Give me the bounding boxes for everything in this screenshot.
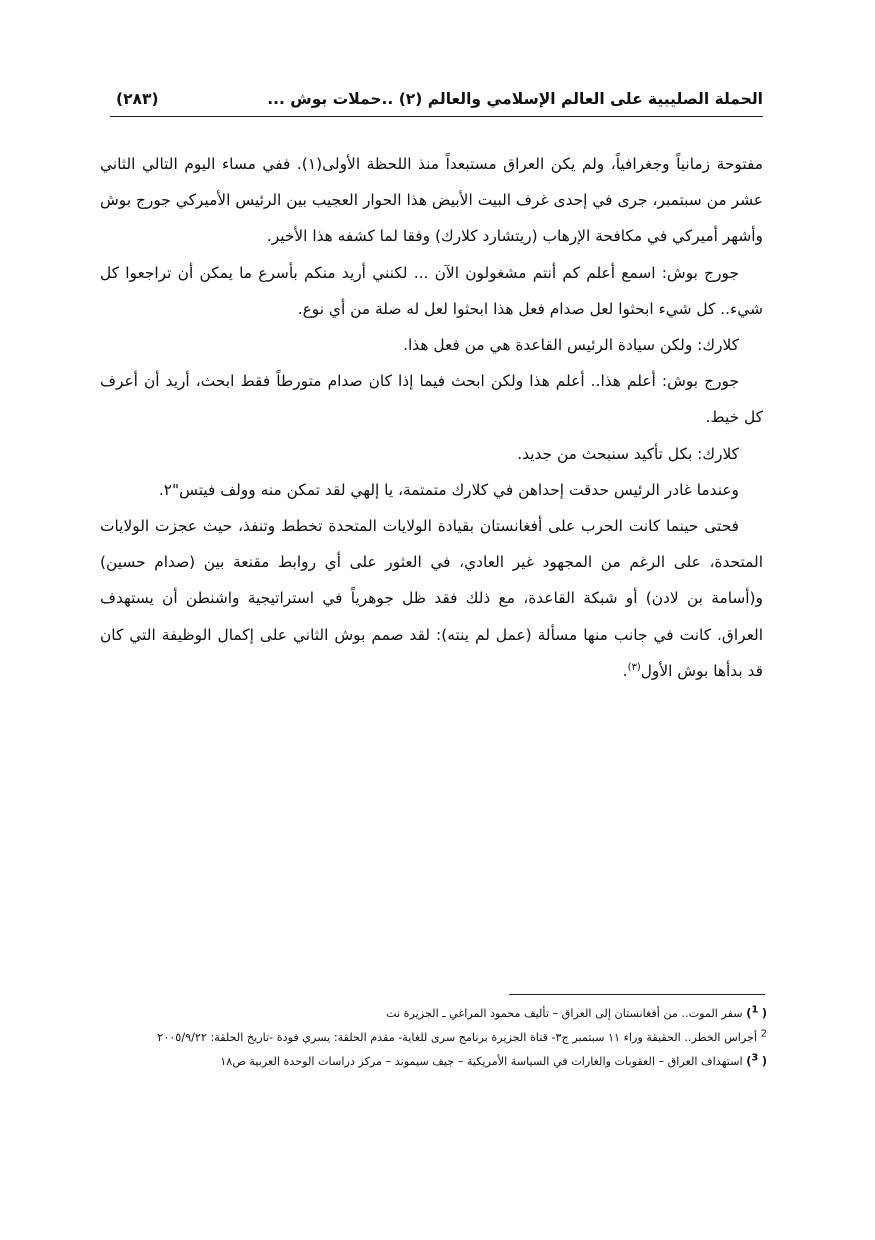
paragraph: جورج بوش: أعلم هذا.. أعلم هذا ولكن ابحث فيما إذا كان صدام متورطاً فقط ابحث، أريد أن أعرف كل خيط. [100,372,763,427]
page-number: (٢٨٣) [116,90,159,108]
footnote [108,1002,767,1026]
paragraph: كلارك: بكل تأكيد سنبحث من جديد. [517,444,739,463]
footnote-text: استهداف العراق – العقوبات والغارات في السياسة الأمريكية – جيف سيموند – مركز دراسات الوحدة العربية ص١٨ [220,1055,743,1068]
footnote-number: 3 [751,1052,759,1064]
footnote-reference: (٣) [627,661,641,673]
footnote [108,1050,767,1074]
header-title: الحملة الصليبية على العالم الإسلامي والعالم (٢) ..حملات بوش ... [267,90,763,108]
paragraph: كلارك: ولكن سيادة الرئيس القاعدة هي من فعل هذا. [403,336,739,355]
footnote-mark-open: ( [761,1055,767,1068]
footnote-text: أجراس الخطر.. الحقيقة وراء ١١ سبتمبر ج٣- قناة الجزيرة برنامج سرى للغاية- مقدم الحلقة: يسري فودة -تاريخ الحلقة: ٢٠٠٥/٩/٢٢ [157,1031,758,1044]
paragraph-text: فحتى حينما كانت الحرب على أفغانستان بقيادة الولايات المتحدة تخطط وتنفذ، حيث عجزت الولايات المتحدة، على الرغم من المجهود غير العادي، في العثور على أي روابط مقنعة بين (صدام حسين) و(أسامة بن لادن) أو شبكة القاعدة، مع ذلك فقد ظل جوهرياً في استراتيجية واشنطن أن يستهدف العراق. كانت في جانب منها مسألة (عمل لم ينته): لقد صمم بوش الثاني على إكمال الوظيفة التي كان قد بدأها بوش الأول [100,517,763,680]
running-header [110,88,763,117]
paragraph-tail: . [622,661,628,680]
footnote-mark-close: ) [746,1007,752,1020]
footnote-mark-open: ( [761,1007,767,1020]
footnote-mark-close: ) [746,1055,752,1068]
paragraph: جورج بوش: اسمع أعلم كم أنتم مشغولون الآن ... لكنني أريد منكم بأسرع ما يمكن أن تراجعوا كل شيء.. كل شيء ابحثوا لعل صدام فعل هذا ابحثوا لعل له صلة من أي نوع. [100,263,763,318]
footnote-divider [509,994,765,995]
paragraph: مفتوحة زمانياً وجغرافياً، ولم يكن العراق مستبعداً منذ اللحظة الأولى(١). ففي مساء اليوم التالي الثاني عشر من سبتمبر، جرى في إحدى غرف البيت الأبيض هذا الحوار العجيب بين الرئيس الأميركي جورج بوش وأشهر أميركي في مكافحة الإرهاب (ريتشارد كلارك) وفقا لما كشفه هذا الأخير. [100,155,763,246]
footnote-number: 1 [751,1004,759,1016]
paragraph: وعندما غادر الرئيس حدقت إحداهن في كلارك متمتمة، يا إلهي لقد تمكن منه وولف فيتس"٢. [158,480,739,499]
footnote-number: 2 [760,1028,767,1040]
footnotes [108,1002,767,1074]
paragraph [100,508,763,689]
footnote [108,1026,767,1050]
footnote-text: سفر الموت.. من أفغانستان إلى العراق – تأليف محمود المراغي ـ الجزيرة نت [385,1007,743,1020]
body-text [100,146,763,689]
